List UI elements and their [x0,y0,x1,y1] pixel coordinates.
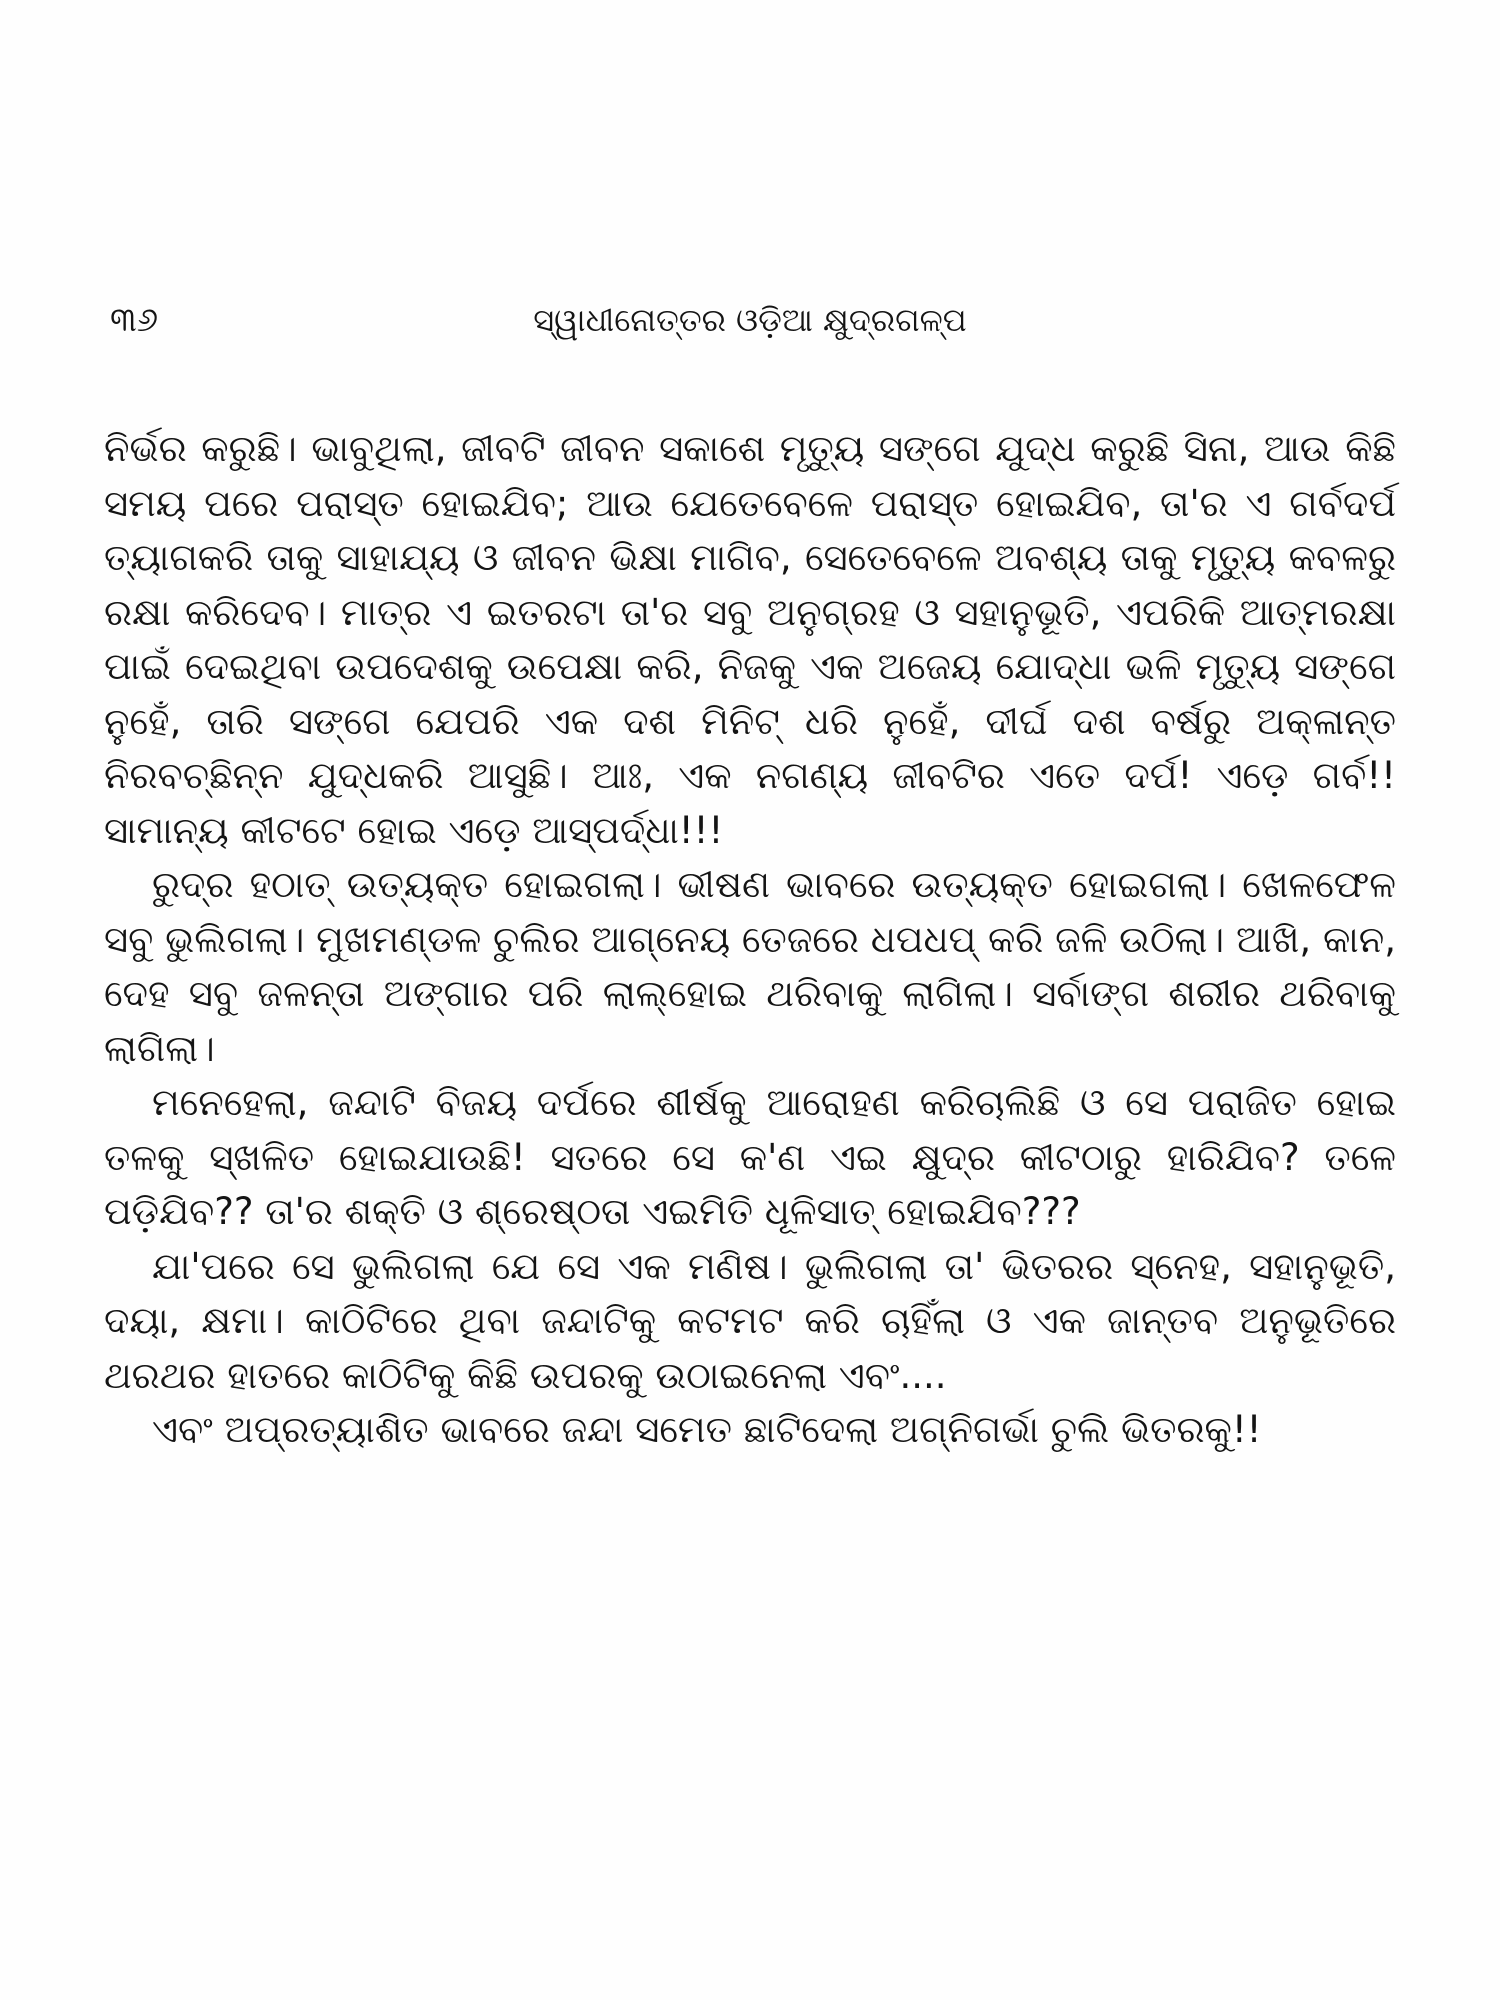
page-number: ୩୬ [110,300,159,340]
paragraph: ରୁଦ୍ର ହଠାତ୍ ଉତ୍ୟକ୍ତ ହୋଇଗଲା। ଭୀଷଣ ଭାବରେ ଉତ୍ୟକ୍ତ ହୋଇଗଲା। ଖେଳଫେଳ ସବୁ ଭୁଲିଗଲା। ମୁଖମଣ୍ଡଳ ଚୁଲିର ଆଗ୍ନେୟ ତେଜରେ ଧପଧପ୍ କରି ଜଳି ଉଠିଲା। ଆଖି, କାନ, ଦେହ ସବୁ ଜଳନ୍ତା ଅଙ୍ଗାର ପରି ଲାଲ୍‌ହୋଇ ଥରିବାକୁ ଲାଗିଲା। ସର୍ବାଙ୍ଗ ଶରୀର ଥରିବାକୁ ଲାଗିଲା। [104,863,1396,1070]
paragraph: ମନେହେଲା, ଜନ୍ଦାଟି ବିଜୟ ଦର୍ପରେ ଶୀର୍ଷକୁ ଆରୋହଣ କରିଚାଲିଛି ଓ ସେ ପରାଜିତ ହୋଇ ତଳକୁ ସ୍ଖଳିତ ହୋଇଯାଉଛି! ସତରେ ସେ କ'ଣ ଏଇ କ୍ଷୁଦ୍ର କୀଟଠାରୁ ହାରିଯିବ? ତଳେ ପଡ଼ିଯିବ?? ତା'ର ଶକ୍ତି ଓ ଶ୍ରେଷ୍ଠତା ଏଇମିତି ଧୂଳିସାତ୍ ହୋଇଯିବ??? [104,1081,1396,1233]
page-body [104,422,1396,1458]
paragraph: ଯା'ପରେ ସେ ଭୁଲିଗଲା ଯେ ସେ ଏକ ମଣିଷ। ଭୁଲିଗଲା ତା' ଭିତରର ସ୍ନେହ, ସହାନୁଭୂତି, ଦୟା, କ୍ଷମା। କାଠିଟିରେ ଥିବା ଜନ୍ଦାଟିକୁ କଟମଟ କରି ଚାହିଁଲା ଓ ଏକ ଜାନ୍ତବ ଅନୁଭୂତିରେ ଥରଥର ହାତରେ କାଠିଟିକୁ କିଛି ଉପରକୁ ଉଠାଇନେଲା ଏବଂ.... [104,1244,1396,1397]
running-header [104,298,1396,342]
paragraph: ନିର୍ଭର କରୁଛି। ଭାବୁଥିଲା, ଜୀବଟି ଜୀବନ ସକାଶେ ମୃତ୍ୟୁ ସଙ୍ଗେ ଯୁଦ୍ଧ କରୁଛି ସିନା, ଆଉ କିଛି ସମୟ ପରେ ପରାସ୍ତ ହୋଇଯିବ; ଆଉ ଯେତେବେଳେ ପରାସ୍ତ ହୋଇଯିବ, ତା'ର ଏ ଗର୍ବଦର୍ପ ତ୍ୟାଗକରି ତାକୁ ସାହାଯ୍ୟ ଓ ଜୀବନ ଭିକ୍ଷା ମାଗିବ, ସେତେବେଳେ ଅବଶ୍ୟ ତାକୁ ମୃତ୍ୟୁ କବଳରୁ ରକ୍ଷା କରିଦେବ। ମାତ୍ର ଏ ଇତରଟା ତା'ର ସବୁ ଅନୁଗ୍ରହ ଓ ସହାନୁଭୂତି, ଏପରିକି ଆତ୍ମରକ୍ଷା ପାଇଁ ଦେଇଥିବା ଉପଦେଶକୁ ଉପେକ୍ଷା କରି, ନିଜକୁ ଏକ ଅଜେୟ ଯୋଦ୍ଧା ଭଳି ମୃତ୍ୟୁ ସଙ୍ଗେ ନୁହେଁ, ତାରି ସଙ୍ଗେ ଯେପରି ଏକ ଦଶ ମିନିଟ୍ ଧରି ନୁହେଁ, ଦୀର୍ଘ ଦଶ ବର୍ଷରୁ ଅକ୍ଳାନ୍ତ ନିରବଚ୍ଛିନ୍ନ ଯୁଦ୍ଧକରି ଆସୁଛି। ଆଃ, ଏକ ନଗଣ୍ୟ ଜୀବଟିର ଏତେ ଦର୍ପ! ଏଡ଼େ ଗର୍ବ!! ସାମାନ୍ୟ କୀଟଟେ ହୋଇ ଏଡ଼େ ଆସ୍ପର୍ଦ୍ଧା!!! [104,427,1396,852]
paragraph: ଏବଂ ଅପ୍ରତ୍ୟାଶିତ ଭାବରେ ଜନ୍ଦା ସମେତ ଛାଟିଦେଲା ଅଗ୍ନିଗର୍ଭା ଚୁଲି ଭିତରକୁ!! [152,1408,1262,1451]
book-title: ସ୍ୱାଧୀନୋତ୍ତର ଓଡ଼ିଆ କ୍ଷୁଦ୍ରଗଳ୍ପ [533,301,967,339]
